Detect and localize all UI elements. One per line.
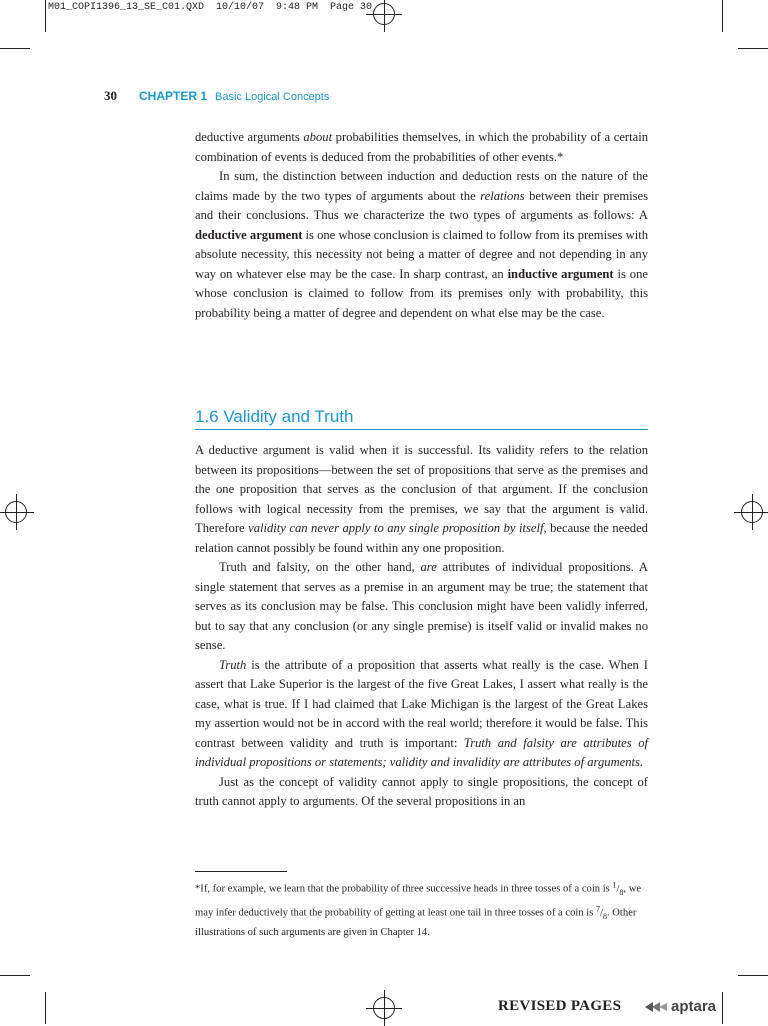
text-run: is one whose conclusion is claimed to follow from its premises only with probability, this probability being a matter of degree and dependent on what else may be the case. <box>195 266 648 320</box>
text-run: Truth and falsity, on the other hand, <box>219 560 421 574</box>
text-run: , because the needed relation cannot possibly be found within any one proposition. <box>195 521 648 555</box>
italic-text: validity can never apply to any single proposition by itself <box>248 521 544 535</box>
bold-term: deductive argument <box>195 227 303 242</box>
crop-mark <box>45 992 46 1024</box>
registration-mark-icon <box>373 997 395 1019</box>
logo-text: aptara <box>671 998 717 1015</box>
aptara-logo <box>645 998 716 1015</box>
text-run: . Other illustrations of such arguments are given in Chapter 14. <box>195 907 637 939</box>
text-run: deductive arguments <box>195 130 304 144</box>
italic-text: Truth and falsity are attributes of individual propositions or statements; validity and invalidity are attributes of arguments. <box>195 735 648 769</box>
text-run: In sum, the distinction between induction and deduction rests on the nature of the claims made by the two types of arguments about the <box>195 169 648 203</box>
footnote-rule <box>195 871 287 872</box>
registration-mark-icon <box>373 3 395 25</box>
file-slug: M01_COPI1396_13_SE_C01.QXD 10/10/07 9:48 PM Page 30 <box>48 2 373 13</box>
text-run: attributes of individual propositions. A single statement that serves as a premise in an argument may be true; the statement that serves as its conclusion may be false. This conclusion might have been validly inferred, but to say that any conclusion (or any single premise) is itself valid or invalid makes no sense. <box>195 560 648 652</box>
italic-text: relations <box>480 188 525 203</box>
crop-mark <box>45 0 46 32</box>
text-run: A deductive argument is valid when it is successful. Its validity refers to the relation between its propositions—between the set of propositions that serve as the premises and the one proposition that serves as the conclusion of that argument. If the conclusion follows with logical necessity from the premises, we say that the argument is valid. Therefore <box>195 443 648 535</box>
footnote-text <box>195 877 650 942</box>
text-run: between their premises and their conclusions. Thus we characterize the two types of arguments as follows: A <box>195 188 649 222</box>
paragraph <box>195 167 648 323</box>
paragraph <box>195 656 648 773</box>
crop-mark <box>738 48 768 49</box>
crop-mark <box>0 975 30 976</box>
crop-mark <box>0 48 30 49</box>
paragraph <box>195 773 648 812</box>
text-run: Just as the concept of validity cannot apply to single propositions, the concept of truth cannot apply to arguments. Of the several propositions in an <box>195 774 648 808</box>
aptara-logo-icon <box>645 1001 667 1013</box>
text-run: , we may infer deductively that the probability of getting at least one tail in three tosses of a coin is <box>195 883 642 919</box>
fraction: $^1/_8$ <box>612 880 624 897</box>
chapter-label: CHAPTER 1 <box>139 89 208 103</box>
paragraph <box>195 128 648 167</box>
page-number: 30 <box>104 88 117 103</box>
italic-text: about <box>303 130 333 144</box>
crop-mark <box>722 0 723 32</box>
chapter-title: Basic Logical Concepts <box>215 91 330 103</box>
running-head <box>104 88 329 106</box>
text-run: probabilities themselves, in which the probability of a certain combination of events is deduced from the probabilities of other events.* <box>195 130 648 164</box>
body-text-top <box>195 128 648 323</box>
text-run: is the attribute of a proposition that asserts what really is the case. When I assert that Lake Superior is the largest of the five Great Lakes, I assert what really is the case, what is true. If I had claimed that Lake Michigan is the largest of the Great Lakes my assertion would not be in accord with the real world; therefore it would be false. This contrast between validity and truth is important: <box>195 657 648 750</box>
paragraph <box>195 558 648 656</box>
revised-pages-label: REVISED PAGES <box>498 998 622 1014</box>
text-run: is one whose conclusion is claimed to follow from its premises with absolute necessity, this necessity not being a matter of degree and not depending in any way on whatever else may be the case. In sharp contrast, an <box>195 227 648 281</box>
crop-mark <box>738 975 768 976</box>
fraction: $^7/_8$ <box>595 904 607 921</box>
paragraph <box>195 441 648 558</box>
bold-term: inductive argument <box>507 266 614 281</box>
crop-mark <box>722 992 723 1024</box>
italic-text: are <box>420 560 437 574</box>
footnote <box>195 877 650 942</box>
registration-mark-icon <box>5 501 27 523</box>
body-text-section <box>195 441 648 812</box>
text-run: *If, for example, we learn that the probability of three successive heads in three tosses of a coin is <box>195 883 613 895</box>
italic-text: Truth <box>219 657 247 672</box>
registration-mark-icon <box>741 501 763 523</box>
section-heading: 1.6 Validity and Truth <box>195 405 648 430</box>
